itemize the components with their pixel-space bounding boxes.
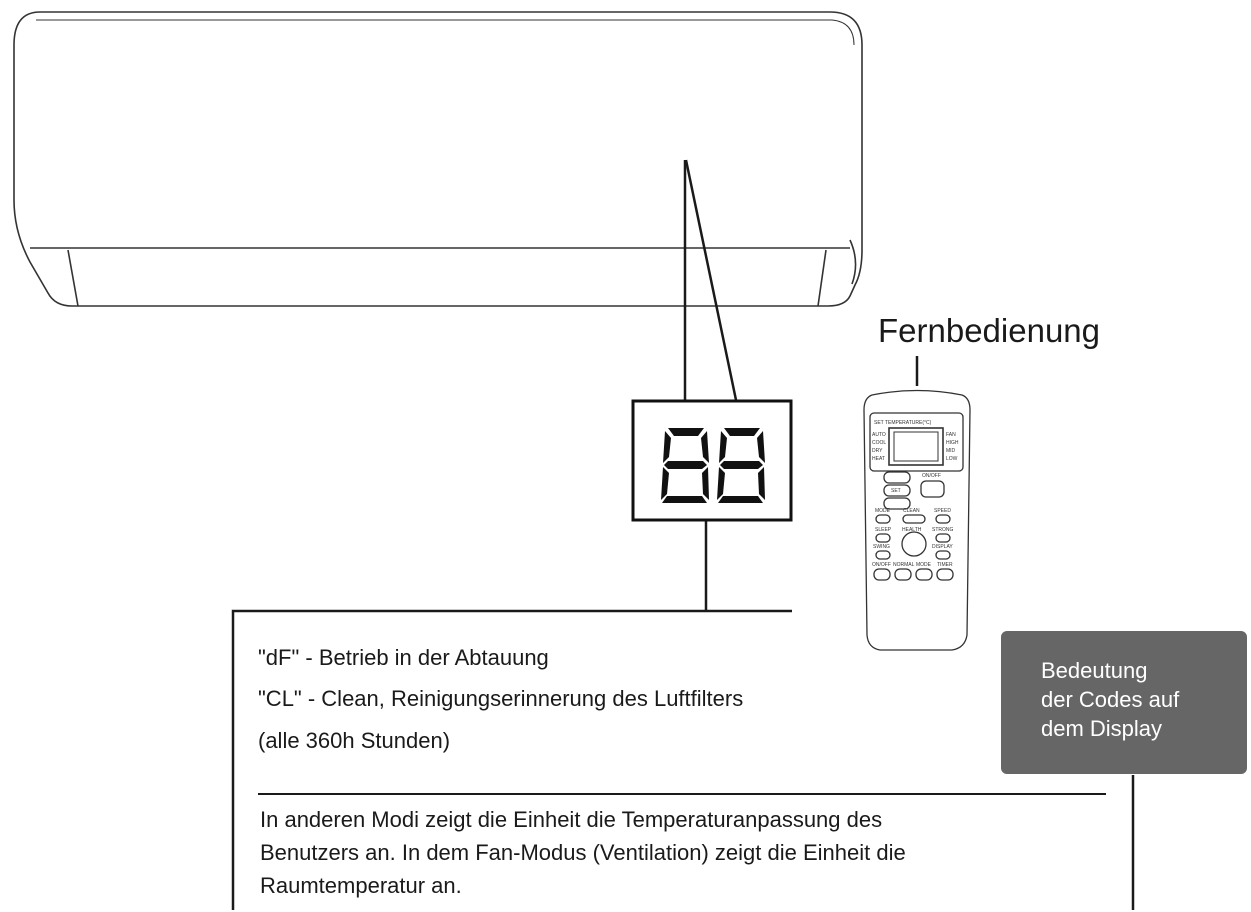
code-cl-interval-note: (alle 360h Stunden) xyxy=(258,728,451,753)
remote-fan-mid: MID xyxy=(946,448,956,454)
mode-note-line-1: In anderen Modi zeigt die Einheit die Temperaturanpassung des xyxy=(260,807,883,832)
remote-sleep-button xyxy=(876,534,890,542)
segment-display xyxy=(633,401,791,520)
remote-mode-cool: COOL xyxy=(872,440,887,446)
remote-onoff-button xyxy=(921,481,944,497)
remote-mode-auto: AUTO xyxy=(872,432,886,438)
remote-mode2-label: MODE xyxy=(916,562,931,568)
remote-health-label: HEALTH xyxy=(902,527,922,533)
remote-fan-high: HIGH xyxy=(946,440,959,446)
remote-body xyxy=(864,391,970,651)
remote-timer-label: TIMER xyxy=(937,562,953,568)
remote-sleep-label: SLEEP xyxy=(875,527,892,533)
badge-line-2: der Codes auf xyxy=(1041,687,1180,712)
remote-up-button xyxy=(884,472,910,483)
remote-speed-button xyxy=(936,515,950,523)
badge-line-3: dem Display xyxy=(1041,716,1163,741)
remote-normal-button xyxy=(895,569,911,580)
remote-mode2-button xyxy=(916,569,932,580)
remote-mode-label: MODE xyxy=(875,508,890,514)
remote-fan-fan: FAN xyxy=(946,432,956,438)
remote-header-label: SET TEMPERATURE(°C) xyxy=(874,420,932,426)
remote-display-button xyxy=(936,551,950,559)
remote-control xyxy=(864,391,970,651)
remote-title: Fernbedienung xyxy=(878,312,1101,349)
remote-onoff-timer-label: ON/OFF xyxy=(872,562,891,568)
remote-timer-button xyxy=(937,569,953,580)
code-df-description: "dF" - Betrieb in der Abtauung xyxy=(258,645,549,670)
remote-strong-label: STRONG xyxy=(932,527,954,533)
display-leader-lines xyxy=(685,160,736,611)
remote-speed-label: SPEED xyxy=(934,508,951,514)
remote-fan-low: LOW xyxy=(946,456,958,462)
remote-mode-heat: HEAT xyxy=(872,456,885,462)
remote-display-label: DISPLAY xyxy=(932,544,953,550)
remote-clean-button xyxy=(903,515,925,523)
indoor-unit xyxy=(14,12,862,306)
remote-onoff-timer-button xyxy=(874,569,890,580)
indoor-unit-louver-left xyxy=(68,250,78,306)
badge-line-1: Bedeutung xyxy=(1041,658,1148,683)
remote-clean-label: CLEAN xyxy=(903,508,920,514)
code-cl-description: "CL" - Clean, Reinigungserinnerung des Luftfilters xyxy=(258,686,744,711)
indoor-unit-top-edge xyxy=(36,20,854,45)
remote-normal-label: NORMAL xyxy=(893,562,915,568)
remote-strong-button xyxy=(936,534,950,542)
remote-set-label: SET xyxy=(891,488,901,494)
indoor-unit-body xyxy=(14,12,862,306)
remote-mode-dry: DRY xyxy=(872,448,883,454)
remote-lcd xyxy=(889,428,943,465)
indoor-unit-side-cap xyxy=(850,240,856,284)
remote-swing-label: SWING xyxy=(873,544,890,550)
codes-meaning-badge-text xyxy=(1041,656,1241,743)
indoor-unit-louver-right xyxy=(818,250,826,306)
mode-note-line-3: Raumtemperatur an. xyxy=(260,873,462,898)
remote-mode-button xyxy=(876,515,890,523)
remote-onoff-label: ON/OFF xyxy=(922,473,941,479)
mode-note-line-2: Benutzers an. In dem Fan-Modus (Ventilation) zeigt die Einheit die xyxy=(260,840,906,865)
remote-health-button xyxy=(902,532,926,556)
remote-swing-button xyxy=(876,551,890,559)
